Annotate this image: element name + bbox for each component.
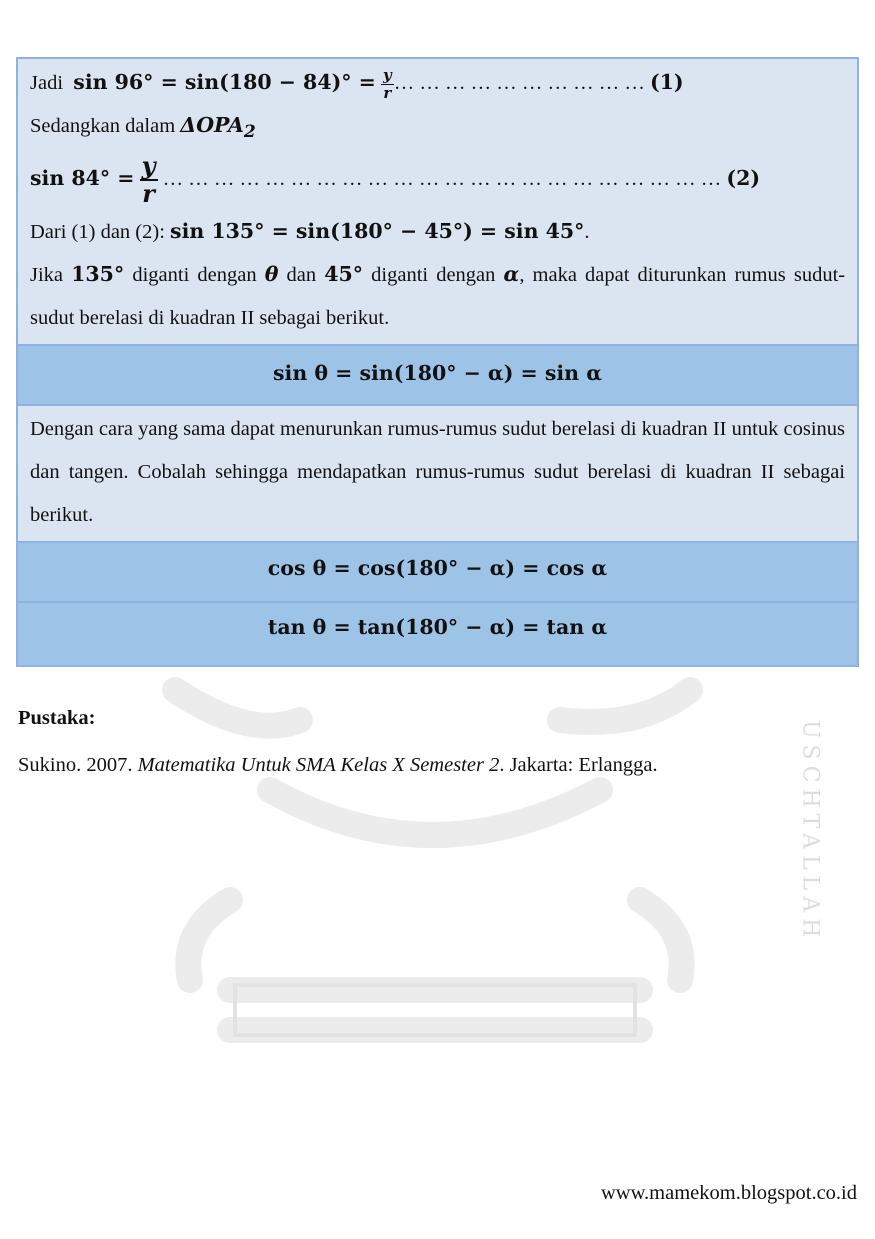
- line-triangle: [30, 104, 845, 147]
- formula-sin-section: [18, 346, 857, 406]
- footer-url: www.mamekom.blogspot.co.id: [600, 1182, 857, 1204]
- sin96-expression: sin 96° = sin(180 − 84)° =: [73, 70, 376, 94]
- sin84-expression: sin 84° =: [30, 166, 135, 190]
- theta-symbol: θ: [264, 262, 279, 286]
- reference-title: Matematika Untuk SMA Kelas X Semester 2: [137, 754, 500, 776]
- paragraph-jika: Jika 135° diganti dengan θ dan 45° diganti dengan α, maka dapat diturunkan rumus sudut-sudut berelasi di kuadran II sebagai berikut.: [30, 262, 846, 329]
- formula-tan-section: [18, 603, 857, 665]
- leader-dots: … … … … … … … … … …: [393, 72, 645, 94]
- references-heading: Pustaka:: [18, 707, 96, 729]
- equation-tag-2: (2): [726, 166, 761, 190]
- line-conclusion: Dari (1) dan (2): sin 135° = sin(180° − 45°) = sin 45°.: [30, 219, 590, 243]
- sedangkan-text: Sedangkan dalam: [30, 115, 176, 137]
- formula-cos: cos θ = cos(180° − α) = cos α: [267, 556, 608, 580]
- reference-entry: [18, 754, 658, 777]
- line-sin84: [30, 147, 845, 210]
- middle-section: [18, 406, 857, 543]
- reference-author-year: Sukino. 2007.: [18, 754, 138, 776]
- jadi-word: Jadi: [30, 72, 64, 94]
- watermark-text: USCHTALLAH: [797, 720, 823, 944]
- formula-sin: sin θ = sin(180° − α) = sin α: [273, 361, 602, 385]
- alpha-symbol: α: [503, 262, 520, 286]
- formula-box: [16, 57, 859, 667]
- intro-section: [18, 59, 857, 346]
- equation-tag-1: (1): [649, 70, 684, 94]
- line-sin96: [30, 61, 845, 104]
- fraction-y-over-r-large: $\frac{y}{r}$: [141, 151, 156, 209]
- leader-dots: … … … … … … … … … … … … … … … … … … … … … …: [162, 168, 722, 190]
- fraction-y-over-r: $\frac{y}{r}$: [382, 65, 392, 102]
- sin135-identity: sin 135° = sin(180° − 45°) = sin 45°: [170, 219, 585, 243]
- angle-45: 45°: [324, 262, 364, 286]
- dari-text: Dari (1) dan (2):: [30, 221, 165, 243]
- triangle-label: $\Delta OPA_2$: [180, 113, 256, 143]
- formula-cos-section: [18, 543, 857, 603]
- middle-paragraph: Dengan cara yang sama dapat menurunkan rumus-rumus sudut berelasi di kuadran II untuk cosinus dan tangen. Cobalah sehingga mendapatkan rumus-rumus sudut berelasi di kuadran II sebagai berikut.: [30, 418, 845, 526]
- reference-publisher: . Jakarta: Erlangga.: [499, 754, 658, 776]
- angle-135: 135°: [71, 262, 125, 286]
- formula-tan: tan θ = tan(180° − α) = tan α: [267, 615, 608, 639]
